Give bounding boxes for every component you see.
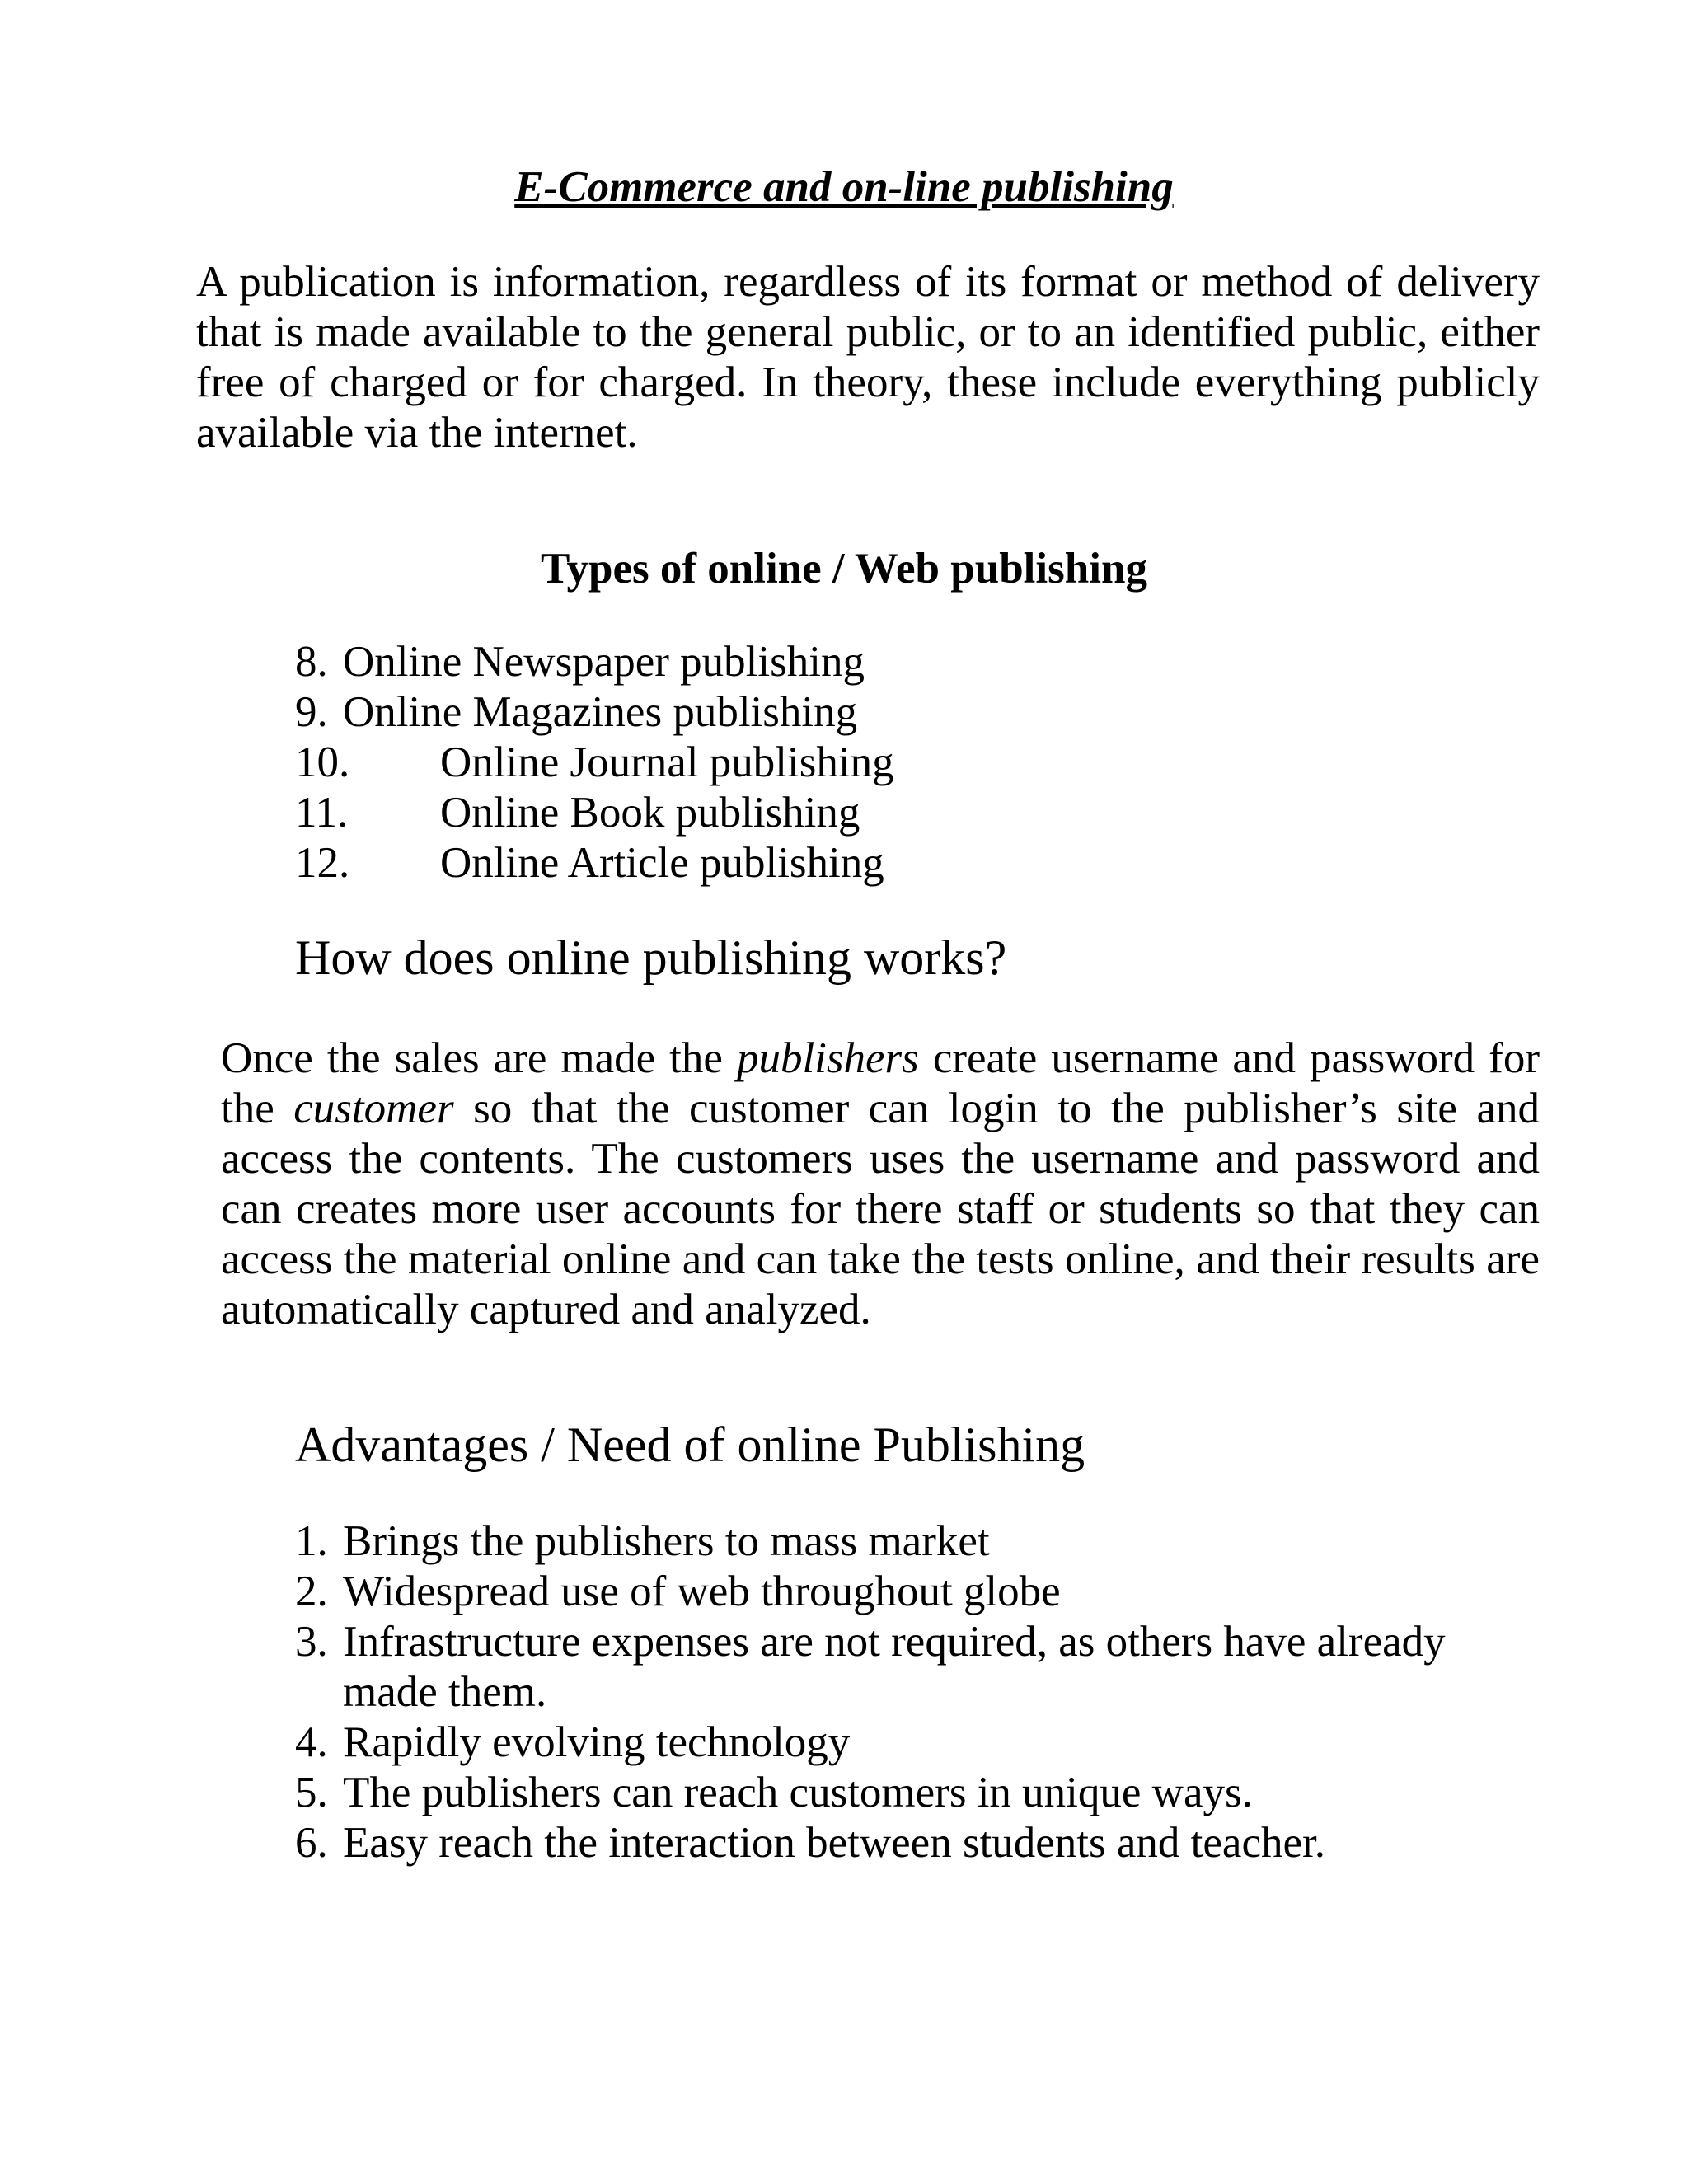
list-item: [295, 1617, 1497, 1718]
list-item-text: Brings the publishers to mass market: [343, 1517, 990, 1565]
list-item: [295, 738, 894, 788]
list-item-number: 10.: [295, 738, 350, 786]
list-item-number: 4.: [295, 1718, 328, 1766]
how-text-part1: Once the sales are made the: [221, 1034, 737, 1082]
how-text-part3: so that the customer can login to the publisher’s site and access the contents. The customers uses the username and password and can creates more user accounts for there staff or students so that they can access the material online and can take the tests online, and their results are automatically captured and analyzed.: [221, 1085, 1540, 1333]
intro-paragraph: A publication is information, regardless of its format or method of delivery that is made available to the general public, or to an identified public, either free of charged or for charged. In theory, these include everything publicly available via the internet.: [196, 258, 1540, 457]
types-list: [295, 637, 894, 888]
list-item-number: 2.: [295, 1568, 328, 1615]
list-item-number: 1.: [295, 1517, 328, 1565]
list-item-number: 12.: [295, 839, 350, 887]
types-heading: Types of online / Web publishing: [541, 545, 1147, 593]
how-paragraph: [221, 1033, 1540, 1335]
list-item-text: The publishers can reach customers in unique ways.: [343, 1769, 1253, 1816]
list-item: [295, 788, 894, 838]
list-item: [295, 1818, 1497, 1868]
list-item: [295, 838, 894, 888]
list-item-number: 9.: [295, 688, 328, 736]
list-item-text: Online Journal publishing: [440, 738, 894, 786]
list-item: [295, 1718, 1497, 1768]
list-item: [295, 1567, 1497, 1617]
list-item-text: Online Article publishing: [440, 839, 884, 887]
advantages-list: [295, 1516, 1497, 1868]
how-text-part2: create username and password for the: [221, 1034, 1540, 1132]
list-item-text: Rapidly evolving technology: [343, 1718, 851, 1766]
how-text-italic-publishers: publishers: [736, 1034, 919, 1082]
document-title: E-Commerce and on-line publishing: [514, 163, 1174, 211]
how-text-italic-customer: customer: [293, 1085, 454, 1132]
list-item-number: 3.: [295, 1618, 328, 1666]
list-item: [295, 637, 894, 687]
list-item-number: 6.: [295, 1819, 328, 1867]
list-item: [295, 1768, 1497, 1818]
list-item-text: Widespread use of web throughout globe: [343, 1568, 1061, 1615]
advantages-heading: Advantages / Need of online Publishing: [295, 1418, 1085, 1472]
how-heading: How does online publishing works?: [295, 930, 1007, 985]
list-item-text: Online Magazines publishing: [343, 688, 858, 736]
list-item-number: 5.: [295, 1769, 328, 1816]
list-item: [295, 1516, 1497, 1567]
list-item-number: 11.: [295, 789, 349, 837]
list-item-number: 8.: [295, 638, 328, 686]
list-item-text: Online Book publishing: [440, 789, 860, 837]
list-item-text: Infrastructure expenses are not required, as others have already made them.: [343, 1618, 1446, 1716]
list-item: [295, 687, 894, 738]
list-item-text: Online Newspaper publishing: [343, 638, 865, 686]
list-item-text: Easy reach the interaction between students and teacher.: [343, 1819, 1325, 1867]
